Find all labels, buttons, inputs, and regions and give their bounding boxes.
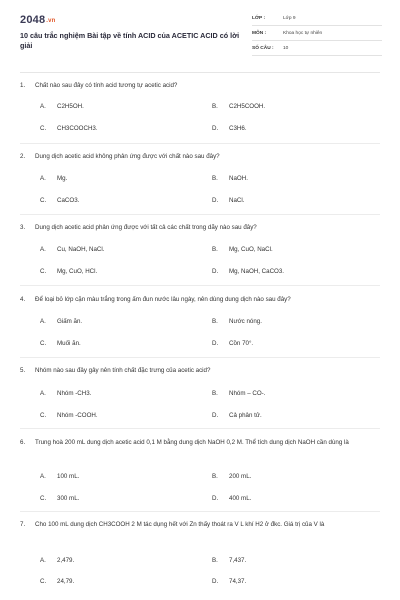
question-stem: Để loại bỏ lớp cặn màu trắng trong ấm đun nước lâu ngày, nên dùng dung dịch nào sau đây? (35, 296, 291, 303)
question-divider (20, 357, 380, 358)
question-divider (20, 285, 380, 286)
option-text: Nhóm -CH3. (57, 390, 92, 397)
option-a[interactable] (40, 390, 91, 398)
option-d[interactable] (212, 197, 244, 205)
option-letter: A. (40, 557, 46, 564)
question-divider (20, 214, 380, 215)
info-label: LỚP : (252, 16, 266, 21)
option-b[interactable] (212, 318, 262, 326)
option-a[interactable] (40, 318, 82, 326)
option-c[interactable] (40, 125, 98, 133)
option-b[interactable] (212, 557, 246, 565)
question-4 (20, 295, 382, 355)
option-text: Nước nóng. (229, 318, 262, 325)
option-c[interactable] (40, 495, 79, 503)
option-d[interactable] (212, 495, 251, 503)
option-letter: D. (212, 268, 219, 275)
option-letter: A. (40, 473, 46, 480)
option-text: NaOH. (229, 175, 248, 182)
question-text (20, 520, 382, 530)
question-number: 6. (20, 439, 26, 446)
option-text: C2H5OH. (57, 103, 84, 110)
question-divider (20, 511, 380, 512)
option-text: C3H6. (229, 125, 247, 132)
option-text: 100 mL. (57, 473, 80, 480)
option-letter: B. (212, 318, 218, 325)
option-text: C2H5COOH. (229, 103, 266, 110)
info-row-count (252, 44, 382, 56)
option-letter: A. (40, 318, 46, 325)
option-b[interactable] (212, 246, 273, 254)
option-letter: C. (40, 412, 47, 419)
question-stem: Cho 100 mL dung dịch CH3COOH 2 M tác dụng hết với Zn thấy thoát ra V L khí H2 ở đkc. Giá trị của V là (35, 521, 325, 528)
option-letter: C. (40, 197, 47, 204)
info-value: Lớp 9 (283, 16, 296, 21)
option-letter: C. (40, 268, 47, 275)
logo-suffix: .vn (46, 18, 56, 24)
document-header (0, 0, 400, 74)
info-label: MÔN : (252, 31, 267, 36)
option-d[interactable] (212, 412, 262, 420)
option-text: 2,479. (57, 557, 75, 564)
option-b[interactable] (212, 175, 248, 183)
option-d[interactable] (212, 268, 284, 276)
option-text: Cồn 70°. (229, 340, 254, 347)
info-value: 10 (283, 46, 289, 51)
option-letter: C. (40, 125, 47, 132)
question-text (20, 295, 382, 305)
option-b[interactable] (212, 473, 251, 481)
site-logo[interactable] (20, 14, 56, 26)
question-stem: Dung dịch acetic acid không phản ứng được với chất nào sau đây? (35, 153, 220, 160)
info-row-grade (252, 14, 382, 26)
info-panel (252, 14, 382, 59)
question-number: 4. (20, 296, 26, 303)
option-c[interactable] (40, 197, 79, 205)
question-number: 2. (20, 153, 26, 160)
question-text (20, 81, 382, 91)
option-text: 24,79. (57, 578, 75, 585)
option-letter: B. (212, 557, 218, 564)
option-text: CH3COOCH3. (57, 125, 98, 132)
option-text: Muối ăn. (57, 340, 81, 347)
option-letter: D. (212, 125, 219, 132)
option-d[interactable] (212, 578, 246, 586)
question-divider (20, 143, 380, 144)
option-a[interactable] (40, 473, 79, 481)
question-stem: Chất nào sau đây có tính acid tương tự acetic acid? (35, 82, 178, 89)
option-a[interactable] (40, 103, 84, 111)
option-letter: C. (40, 340, 47, 347)
question-text (20, 438, 382, 448)
option-letter: B. (212, 473, 218, 480)
option-text: Nhóm – CO-. (229, 390, 266, 397)
question-6 (20, 438, 382, 508)
option-text: Mg, NaOH, CaCO3. (229, 268, 285, 275)
option-text: Nhóm -COOH. (57, 412, 98, 419)
option-letter: A. (40, 246, 46, 253)
question-3 (20, 223, 382, 283)
option-c[interactable] (40, 268, 97, 276)
page-title: 10 câu trắc nghiệm Bài tập về tính ACID của ACETIC ACID có lời giải (20, 31, 240, 50)
option-text: Mg, CuO, NaCl. (229, 246, 273, 253)
option-letter: B. (212, 246, 218, 253)
option-a[interactable] (40, 557, 74, 565)
option-c[interactable] (40, 340, 81, 348)
question-5 (20, 366, 382, 426)
question-number: 1. (20, 82, 26, 89)
option-letter: B. (212, 103, 218, 110)
question-text (20, 366, 382, 376)
header-divider (20, 72, 380, 73)
question-7 (20, 520, 382, 592)
question-1 (20, 81, 382, 141)
question-stem: Dung dịch acetic acid phản ứng được với tất cả các chất trong dãy nào sau đây? (35, 224, 257, 231)
option-letter: C. (40, 578, 47, 585)
option-letter: D. (212, 340, 219, 347)
question-stem: Trung hoà 200 mL dung dịch acetic acid 0,1 M bằng dung dịch NaOH 0,2 M. Thể tích dung dịch NaOH cần dùng là (35, 439, 349, 446)
info-row-subject (252, 29, 382, 41)
question-number: 3. (20, 224, 26, 231)
option-d[interactable] (212, 340, 253, 348)
option-text: Cả phân tử. (229, 412, 262, 419)
question-number: 5. (20, 367, 26, 374)
option-letter: B. (212, 175, 218, 182)
option-text: 400 mL. (229, 495, 252, 502)
option-letter: D. (212, 578, 219, 585)
question-2 (20, 152, 382, 212)
option-text: 7,437. (229, 557, 247, 564)
option-text: NaCl. (229, 197, 245, 204)
option-text: Mg. (57, 175, 68, 182)
option-text: Giấm ăn. (57, 318, 83, 325)
option-text: Cu, NaOH, NaCl. (57, 246, 105, 253)
logo-text: 2048 (20, 14, 46, 26)
option-text: CaCO3. (57, 197, 80, 204)
option-a[interactable] (40, 246, 104, 254)
option-b[interactable] (212, 103, 265, 111)
info-label: SỐ CÂU : (252, 46, 274, 51)
option-a[interactable] (40, 175, 67, 183)
option-letter: A. (40, 390, 46, 397)
option-letter: B. (212, 390, 218, 397)
option-text: 300 mL. (57, 495, 80, 502)
option-letter: D. (212, 197, 219, 204)
question-divider (20, 428, 380, 429)
option-c[interactable] (40, 412, 98, 420)
option-text: Mg, CuO, HCl. (57, 268, 98, 275)
option-letter: D. (212, 412, 219, 419)
option-text: 200 mL. (229, 473, 252, 480)
question-number: 7. (20, 521, 26, 528)
question-text (20, 152, 382, 162)
info-value: Khoa học tự nhiên (283, 31, 323, 36)
option-text: 74,37. (229, 578, 247, 585)
option-letter: C. (40, 495, 47, 502)
question-stem: Nhóm nào sau đây gây nên tính chất đặc trưng của acetic acid? (35, 367, 211, 374)
option-letter: A. (40, 103, 46, 110)
option-letter: A. (40, 175, 46, 182)
option-b[interactable] (212, 390, 265, 398)
question-text (20, 223, 382, 233)
option-letter: D. (212, 495, 219, 502)
option-c[interactable] (40, 578, 74, 586)
option-d[interactable] (212, 125, 247, 133)
